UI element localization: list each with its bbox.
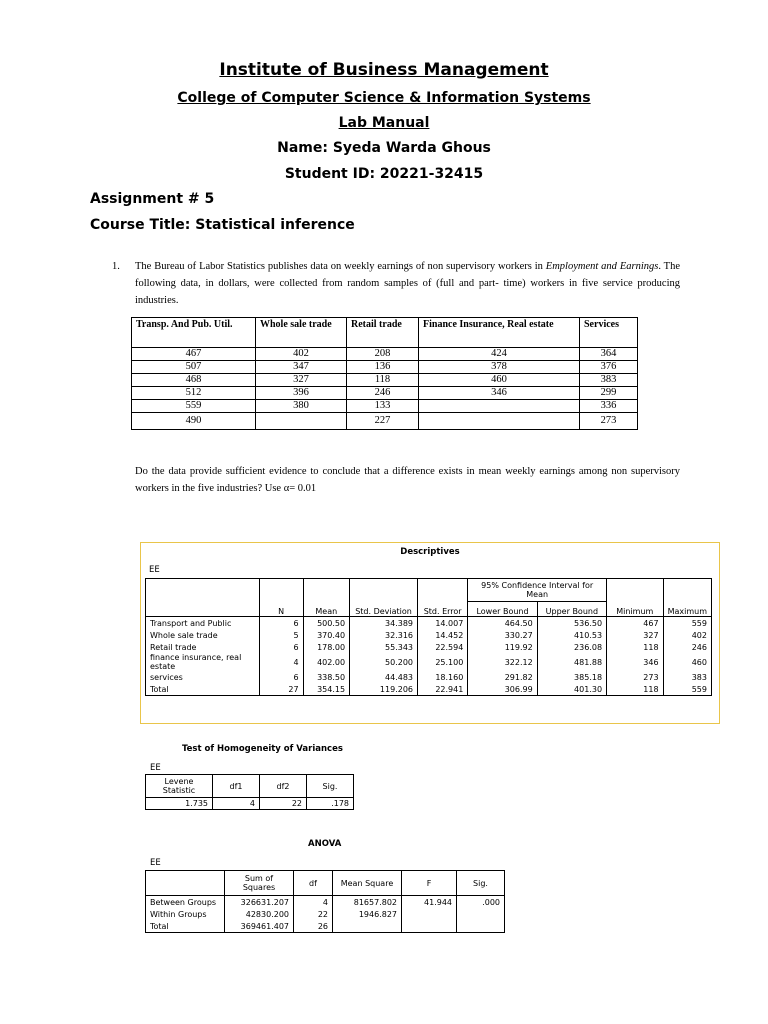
- cell: 14.452: [418, 629, 468, 641]
- cell: 559: [663, 683, 711, 696]
- cell: 346: [607, 653, 664, 671]
- descriptives-variable: EE: [149, 565, 160, 575]
- col-header: Std. Deviation: [350, 579, 418, 617]
- cell: 536.50: [537, 617, 606, 630]
- cell: 273: [607, 671, 664, 683]
- cell: [419, 413, 580, 430]
- cell: 27: [259, 683, 303, 696]
- cell: 22.594: [418, 641, 468, 653]
- col-header: Mean: [303, 579, 350, 617]
- row-header-blank: [146, 579, 260, 617]
- cell: 354.15: [303, 683, 350, 696]
- cell: 4: [259, 653, 303, 671]
- col-header: Std. Error: [418, 579, 468, 617]
- assignment-heading: Assignment # 5: [90, 191, 215, 207]
- cell: 208: [347, 348, 419, 361]
- anova-title: ANOVA: [308, 839, 342, 849]
- col-header: Transp. And Pub. Util.: [132, 318, 256, 348]
- cell: 118: [347, 374, 419, 387]
- table-row: [146, 641, 712, 653]
- cell: 14.007: [418, 617, 468, 630]
- cell: 364: [580, 348, 638, 361]
- table-row: [146, 653, 712, 671]
- col-header: Levene Statistic: [146, 775, 213, 798]
- cell: 468: [132, 374, 256, 387]
- cell: 378: [419, 361, 580, 374]
- cell: 327: [607, 629, 664, 641]
- cell: 136: [347, 361, 419, 374]
- row-label: services: [146, 671, 260, 683]
- cell: 273: [580, 413, 638, 430]
- cell: 178.00: [303, 641, 350, 653]
- col-header: Retail trade: [347, 318, 419, 348]
- cell: 559: [132, 400, 256, 413]
- row-label: Between Groups: [146, 896, 225, 909]
- cell: 424: [419, 348, 580, 361]
- cell: 22: [294, 908, 333, 920]
- descriptives-table: [145, 578, 712, 696]
- ci-header: 95% Confidence Interval for Mean: [468, 579, 607, 602]
- cell: .000: [457, 896, 505, 909]
- cell: 369461.407: [225, 920, 294, 933]
- anova-table: [145, 870, 505, 933]
- cell: 500.50: [303, 617, 350, 630]
- homogeneity-variable: EE: [150, 763, 161, 773]
- homogeneity-table: [145, 774, 354, 810]
- cell: 380: [256, 400, 347, 413]
- cell: 4: [294, 896, 333, 909]
- cell: 512: [132, 387, 256, 400]
- col-header: Whole sale trade: [256, 318, 347, 348]
- row-label: Retail trade: [146, 641, 260, 653]
- cell: 246: [347, 387, 419, 400]
- row-label: Within Groups: [146, 908, 225, 920]
- cell: 336: [580, 400, 638, 413]
- col-header: Upper Bound: [537, 602, 606, 617]
- col-header: df: [294, 871, 333, 896]
- cell: 338.50: [303, 671, 350, 683]
- cell: 376: [580, 361, 638, 374]
- cell: 326631.207: [225, 896, 294, 909]
- cell: 50.200: [350, 653, 418, 671]
- cell: 119.92: [468, 641, 537, 653]
- cell: 327: [256, 374, 347, 387]
- cell: [402, 920, 457, 933]
- cell: 291.82: [468, 671, 537, 683]
- table-row: [146, 617, 712, 630]
- cell: 306.99: [468, 683, 537, 696]
- student-id: Student ID: 20221-32415: [284, 166, 484, 182]
- cell: 18.160: [418, 671, 468, 683]
- cell: 34.389: [350, 617, 418, 630]
- cell: 42830.200: [225, 908, 294, 920]
- descriptives-title: Descriptives: [400, 547, 460, 557]
- cell: 396: [256, 387, 347, 400]
- earnings-data-table: [131, 317, 638, 430]
- descriptives-output: [140, 542, 720, 724]
- col-header: Services: [580, 318, 638, 348]
- row-label: Total: [146, 683, 260, 696]
- cell: [457, 908, 505, 920]
- col-header: N: [259, 579, 303, 617]
- cell: 464.50: [468, 617, 537, 630]
- col-header: F: [402, 871, 457, 896]
- row-label: Transport and Public: [146, 617, 260, 630]
- col-header: Sum of Squares: [225, 871, 294, 896]
- col-header: Lower Bound: [468, 602, 537, 617]
- cell: 22.941: [418, 683, 468, 696]
- anova-variable: EE: [150, 858, 161, 868]
- question-text: The Bureau of Labor Statistics publishes data on weekly earnings of non supervisory workers in Employment and Earnings. The following data, in dollars, were collected from random samples of (full and part- time) workers in five service producing industries.: [135, 261, 680, 306]
- cell: 460: [419, 374, 580, 387]
- col-header: Maximum: [663, 579, 711, 617]
- cell: [457, 920, 505, 933]
- cell: [402, 908, 457, 920]
- col-header: Sig.: [457, 871, 505, 896]
- cell: 236.08: [537, 641, 606, 653]
- institute-title: Institute of Business Management: [219, 60, 549, 80]
- cell: 559: [663, 617, 711, 630]
- cell: [419, 400, 580, 413]
- cell: 402: [663, 629, 711, 641]
- cell: 26: [294, 920, 333, 933]
- row-header-blank: [146, 871, 225, 896]
- cell: 402.00: [303, 653, 350, 671]
- cell: 6: [259, 641, 303, 653]
- student-name: Name: Syeda Warda Ghous: [277, 140, 491, 156]
- cell: .178: [307, 798, 354, 810]
- cell: 118: [607, 641, 664, 653]
- cell: 370.40: [303, 629, 350, 641]
- cell: 383: [663, 671, 711, 683]
- table-row: [146, 908, 505, 920]
- cell: 44.483: [350, 671, 418, 683]
- question-followup: Do the data provide sufficient evidence to conclude that a difference exists in mean weekly earnings among non supervisory workers in the five industries? Use α= 0.01: [135, 466, 680, 494]
- cell: 467: [607, 617, 664, 630]
- cell: 6: [259, 617, 303, 630]
- col-header: Minimum: [607, 579, 664, 617]
- cell: 22: [260, 798, 307, 810]
- cell: 5: [259, 629, 303, 641]
- manual-title: Lab Manual: [338, 115, 430, 131]
- col-header: df2: [260, 775, 307, 798]
- cell: 401.30: [537, 683, 606, 696]
- cell: 460: [663, 653, 711, 671]
- cell: 507: [132, 361, 256, 374]
- cell: 118: [607, 683, 664, 696]
- cell: 402: [256, 348, 347, 361]
- cell: 55.343: [350, 641, 418, 653]
- col-header: df1: [213, 775, 260, 798]
- table-row: [146, 920, 505, 933]
- cell: 299: [580, 387, 638, 400]
- table-row: [146, 629, 712, 641]
- cell: 246: [663, 641, 711, 653]
- cell: 330.27: [468, 629, 537, 641]
- cell: 385.18: [537, 671, 606, 683]
- question-number: 1.: [112, 261, 120, 272]
- cell: 4: [213, 798, 260, 810]
- cell: 481.88: [537, 653, 606, 671]
- cell: 322.12: [468, 653, 537, 671]
- cell: 383: [580, 374, 638, 387]
- cell: 410.53: [537, 629, 606, 641]
- table-row: [146, 896, 505, 909]
- cell: 227: [347, 413, 419, 430]
- table-row: [146, 683, 712, 696]
- cell: 347: [256, 361, 347, 374]
- cell: 346: [419, 387, 580, 400]
- cell: [256, 413, 347, 430]
- cell: 119.206: [350, 683, 418, 696]
- row-label: finance insurance, real estate: [146, 653, 260, 671]
- row-label: Total: [146, 920, 225, 933]
- col-header: Mean Square: [333, 871, 402, 896]
- cell: 133: [347, 400, 419, 413]
- cell: 25.100: [418, 653, 468, 671]
- col-header: Sig.: [307, 775, 354, 798]
- college-title: College of Computer Science & Information Systems: [177, 90, 591, 106]
- course-heading: Course Title: Statistical inference: [90, 217, 355, 233]
- row-label: Whole sale trade: [146, 629, 260, 641]
- table-row: [146, 671, 712, 683]
- col-header: Finance Insurance, Real estate: [419, 318, 580, 348]
- homogeneity-title: Test of Homogeneity of Variances: [182, 744, 343, 754]
- cell: 6: [259, 671, 303, 683]
- cell: 490: [132, 413, 256, 430]
- cell: 41.944: [402, 896, 457, 909]
- cell: 32.316: [350, 629, 418, 641]
- cell: [333, 920, 402, 933]
- cell: 81657.802: [333, 896, 402, 909]
- cell: 1946.827: [333, 908, 402, 920]
- cell: 467: [132, 348, 256, 361]
- cell: 1.735: [146, 798, 213, 810]
